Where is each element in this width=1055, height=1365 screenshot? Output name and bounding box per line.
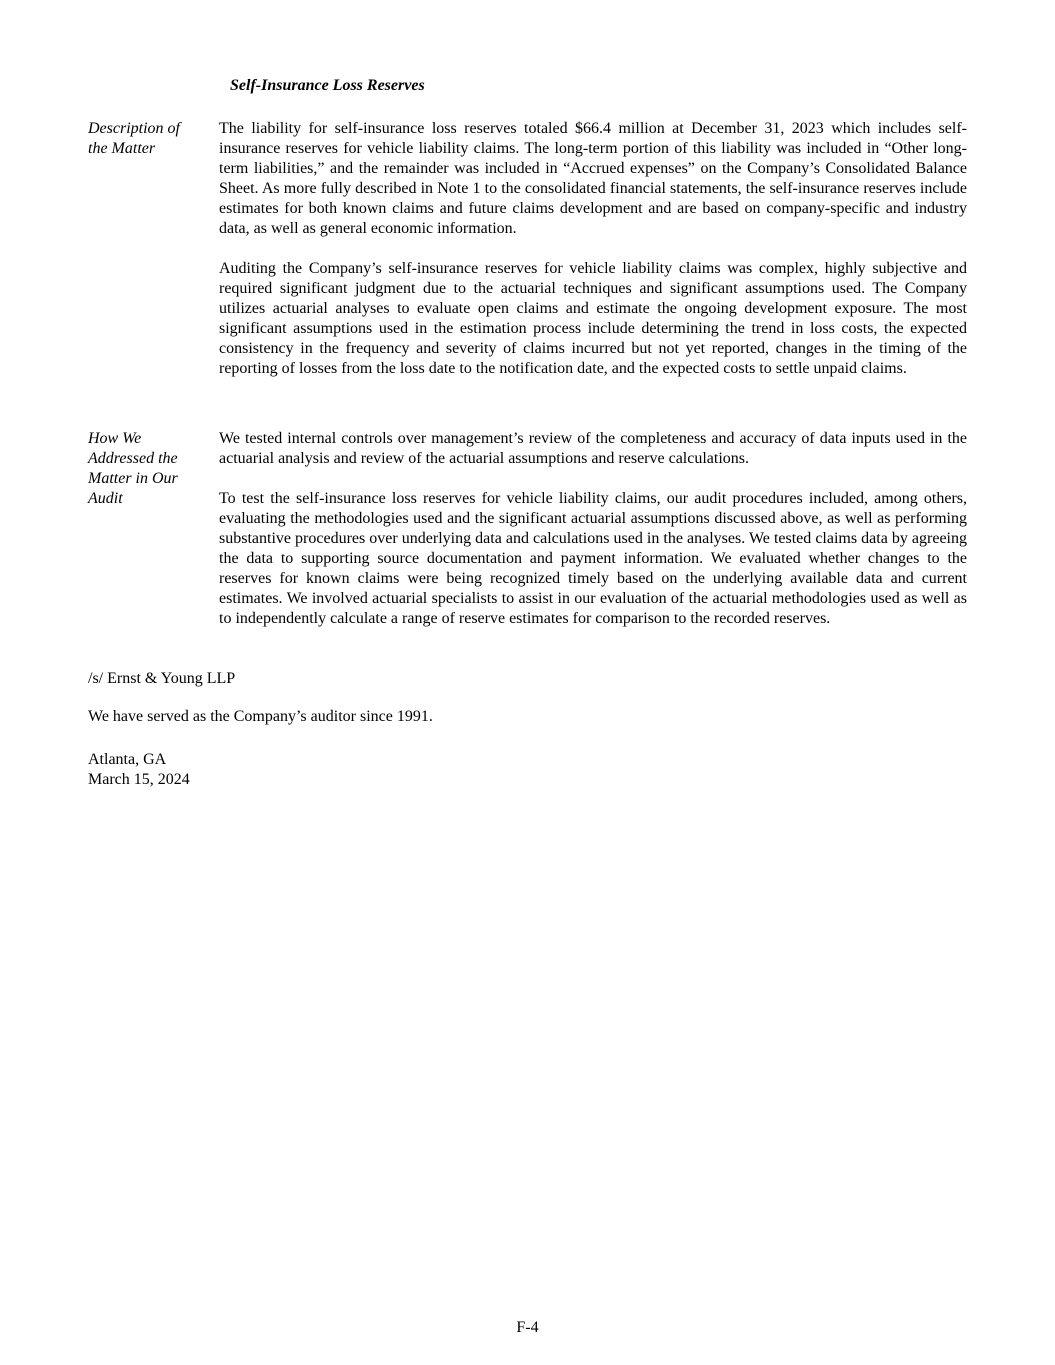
section-label-description-of-matter: Description of the Matter [88,120,180,157]
section-how-we-addressed [88,429,967,629]
auditor-tenure-line: We have served as the Company’s auditor since 1991. [88,708,433,725]
date-line: March 15, 2024 [88,771,190,788]
paragraph-auditing-complexity: Auditing the Company’s self-insurance reserves for vehicle liability claims was complex, highly subjective and required significant judgment due to the actuarial techniques and significant assumptions used. The Company utilizes actuarial analyses to evaluate open claims and estimate the ongoing development exposure. The most significant assumptions used in the estimation process include determining the trend in loss costs, the expected consistency in the frequency and severity of claims incurred but not yet reported, changes in the timing of the reporting of losses from the loss date to the notification date, and the expected costs to settle unpaid claims. [219,260,967,377]
place-date-block [88,750,967,790]
section-body-how-we-addressed [219,429,967,629]
paragraph-liability-overview: The liability for self-insurance loss reserves totaled $66.4 million at December 31, 2023 which includes self-insurance reserves for vehicle liability claims. The long-term portion of this liability was included in “Other long-term liabilities,” and the remainder was included in “Accrued expenses” on the Company’s Consolidated Balance Sheet. As more fully described in Note 1 to the consolidated financial statements, the self-insurance reserves include estimates for both known claims and future claims development and are based on company-specific and industry data, as well as general economic information. [219,120,967,237]
closing-block [88,669,967,790]
section-description-of-matter [88,119,967,379]
section-body-description-of-matter [219,119,967,379]
signature-line: /s/ Ernst & Young LLP [88,670,236,687]
location-line: Atlanta, GA [88,751,167,768]
section-label-how-we-addressed: How We Addressed the Matter in Our Audit [88,430,178,507]
document-content [88,0,967,790]
matter-heading: Self-Insurance Loss Reserves [230,77,425,94]
paragraph-internal-controls: We tested internal controls over management’s review of the completeness and accuracy of data inputs used in the actuarial analysis and review of the actuarial assumptions and reserve calculations. [219,430,967,467]
paragraph-audit-procedures: To test the self-insurance loss reserves for vehicle liability claims, our audit procedures included, among others, evaluating the methodologies used and the significant actuarial assumptions discussed above, as well as performing substantive procedures over underlying data and calculations used in the analyses. We tested claims data by agreeing the data to supporting source documentation and payment information. We evaluated whether changes to the reserves for known claims were being recognized timely based on the underlying available data and current estimates. We involved actuarial specialists to assist in our evaluation of the actuarial methodologies used as well as to independently calculate a range of reserve estimates for comparison to the recorded reserves. [219,490,967,627]
page-number: F-4 [516,1319,539,1336]
